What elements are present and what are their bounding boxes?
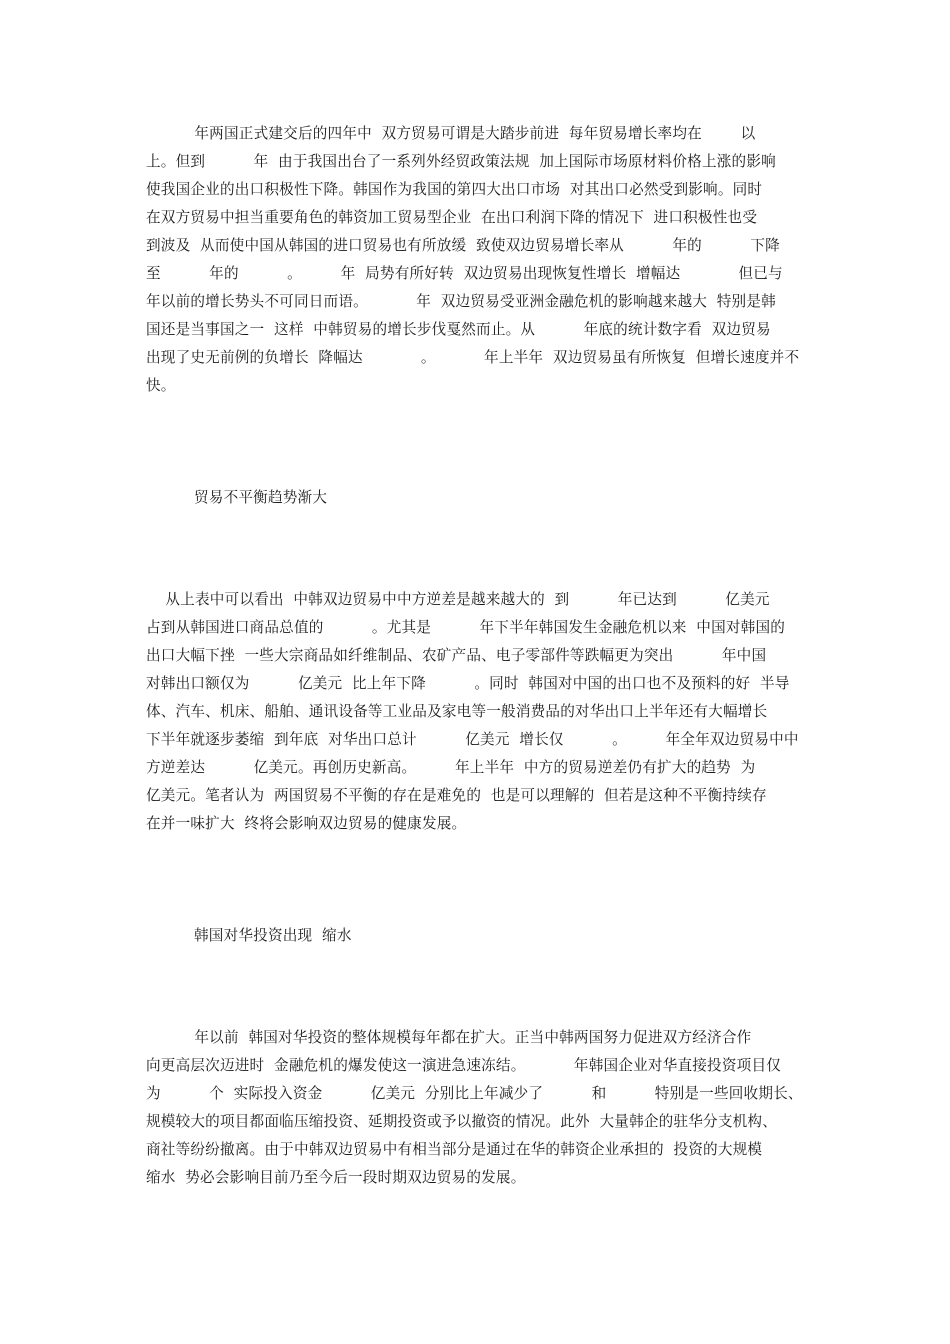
text-line: 出口大幅下挫 一些大宗商品如纤维制品、农矿产品、电子零部件等跌幅更为突出 年中国 — [146, 647, 767, 664]
text-line: 年以前的增长势头不可同日而语。 年 双边贸易受亚洲金融危机的影响越来越大 特别是韩 — [146, 293, 776, 310]
text-line: 为 个 实际投入资金 亿美元 分别比上年减少了 和 特别是一些回收期长、 — [146, 1085, 803, 1102]
text-line: 缩水 势必会影响目前乃至今后一段时期双边贸易的发展。 — [146, 1169, 526, 1186]
text-line: 从上表中可以看出 中韩双边贸易中中方逆差是越来越大的 到 年已达到 亿美元 — [146, 591, 770, 608]
text-line: 体、汽车、机床、船舶、通讯设备等工业品及家电等一般消费品的对华出口上半年还有大幅增长 — [146, 703, 768, 720]
text-line: 出现了史无前例的负增长 降幅达 。 年上半年 双边贸易虽有所恢复 但增长速度并不 — [146, 349, 800, 366]
section-heading: 贸易不平衡趋势渐大 — [194, 489, 328, 506]
text-line: 在并一味扩大 终将会影响双边贸易的健康发展。 — [146, 815, 467, 832]
text-line: 亿美元。笔者认为 两国贸易不平衡的存在是难免的 也是可以理解的 但若是这种不平衡持续存 — [146, 787, 767, 804]
text-line: 下半年就逐步萎缩 到年底 对华出口总计 亿美元 增长仅 。 年全年双边贸易中中 — [146, 731, 799, 748]
text-line: 占到从韩国进口商品总值的 。尤其是 年下半年韩国发生金融危机以来 中国对韩国的 — [146, 619, 786, 636]
text-line: 商社等纷纷撤离。由于中韩双边贸易中有相当部分是通过在华的韩资企业承担的 投资的大规模 — [146, 1141, 763, 1158]
text-line: 上。但到 年 由于我国出台了一系列外经贸政策法规 加上国际市场原材料价格上涨的影响 — [146, 153, 776, 170]
text-line: 对韩出口额仅为 亿美元 比上年下降 。同时 韩国对中国的出口也不及预料的好 半导 — [146, 675, 790, 692]
text-line: 使我国企业的出口积极性下降。韩国作为我国的第四大出口市场 对其出口必然受到影响。同时 — [146, 181, 763, 198]
text-line: 向更高层次迈进时 金融危机的爆发使这一演进急速冻结。 年韩国企业对华直接投资项目仅 — [146, 1057, 782, 1074]
text-line: 到波及 从而使中国从韩国的进口贸易也有所放缓 致使双边贸易增长率从 年的 下降 — [146, 237, 780, 254]
text-line: 年两国正式建交后的四年中 双方贸易可谓是大踏步前进 每年贸易增长率均在 以 — [146, 125, 756, 142]
text-line: 年以前 韩国对华投资的整体规模每年都在扩大。正当中韩两国努力促进双方经济合作 — [146, 1029, 752, 1046]
text-line: 规模较大的项目都面临压缩投资、延期投资或予以撤资的情况。此外 大量韩企的驻华分支机构、 — [146, 1113, 778, 1130]
text-line: 方逆差达 亿美元。再创历史新高。 年上半年 中方的贸易逆差仍有扩大的趋势 为 — [146, 759, 756, 776]
section-heading: 韩国对华投资出现 缩水 — [194, 927, 352, 944]
text-line: 在双方贸易中担当重要角色的韩资加工贸易型企业 在出口利润下降的情况下 进口积极性也受 — [146, 209, 758, 226]
text-line: 至 年的 。 年 局势有所好转 双边贸易出现恢复性增长 增幅达 但已与 — [146, 265, 783, 282]
text-line: 国还是当事国之一 这样 中韩贸易的增长步伐戛然而止。从 年底的统计数字看 双边贸易 — [146, 321, 771, 338]
text-line: 快。 — [146, 377, 176, 394]
